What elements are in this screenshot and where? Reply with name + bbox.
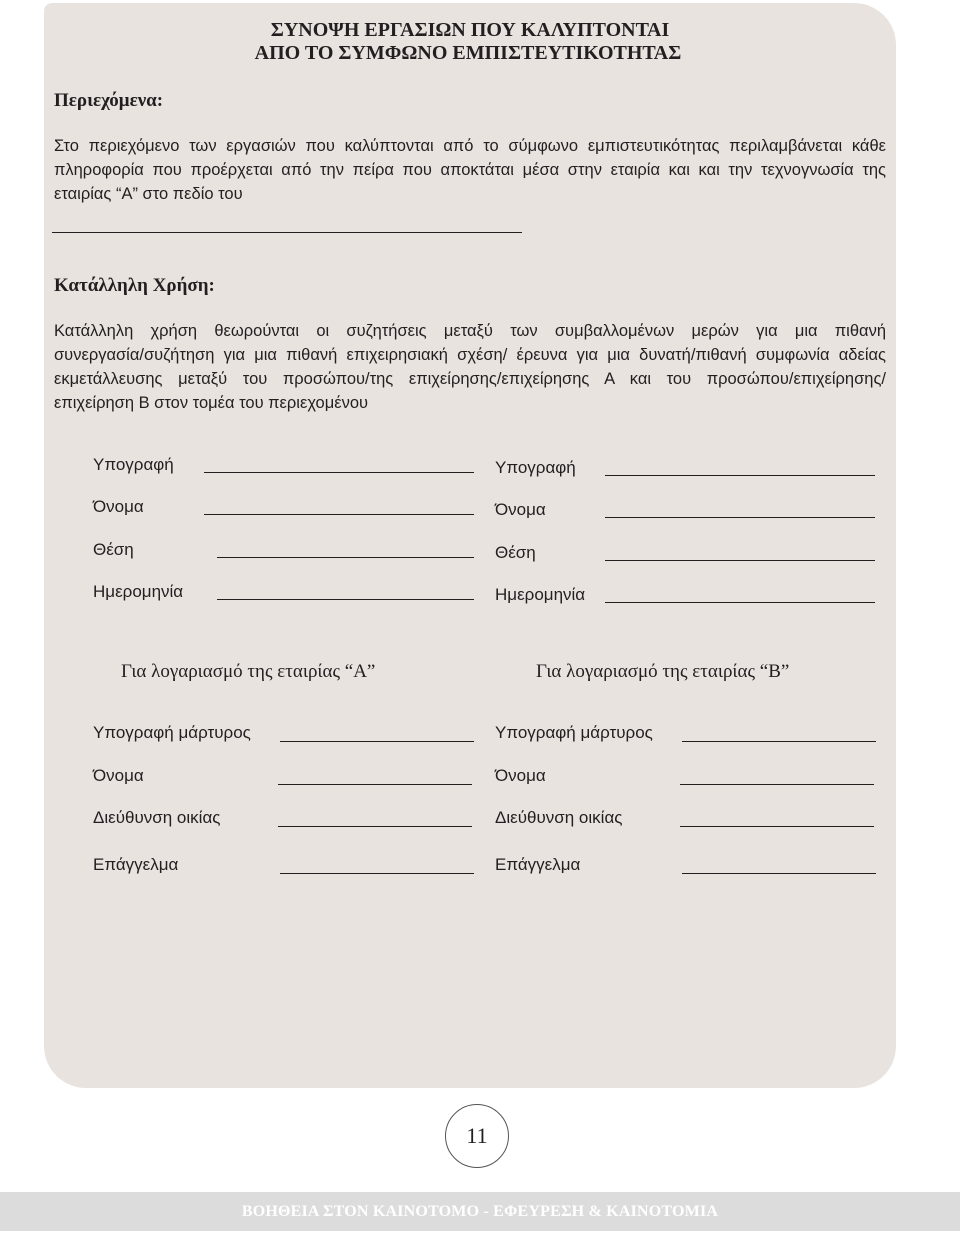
- appropriate-use-line: εκμετάλλευσης μεταξύ του προσώπου/της επιχείρησης/επιχείρησης Α και του προσώπου/επιχείρησης/: [54, 370, 886, 388]
- witness-name-label-b: Όνομα: [495, 766, 546, 785]
- position-line-b[interactable]: [605, 560, 875, 561]
- witness-address-line-b[interactable]: [680, 826, 874, 827]
- appropriate-use-paragraph: [54, 319, 886, 415]
- date-line-b[interactable]: [605, 602, 875, 603]
- witness-address-line-a[interactable]: [278, 826, 472, 827]
- appropriate-use-line: επιχείρηση Β στον τομέα του περιεχομένου: [54, 394, 369, 412]
- document-title-line1: ΣΥΝΟΨΗ ΕΡΓΑΣΙΩΝ ΠΟΥ ΚΑΛΥΠΤΟΝΤΑΙ: [270, 19, 670, 41]
- witness-occupation-line-b[interactable]: [682, 873, 876, 874]
- witness-occupation-label-b: Επάγγελμα: [495, 855, 581, 874]
- witness-name-label-a: Όνομα: [93, 766, 144, 785]
- name-line-a[interactable]: [204, 514, 474, 515]
- contents-heading: Περιεχόμενα:: [54, 90, 164, 111]
- date-line-a[interactable]: [217, 599, 474, 600]
- appropriate-use-line: Κατάλληλη χρήση θεωρούνται οι συζητήσεις μεταξύ των συμβαλλομένων μερών για μια πιθανή: [54, 322, 886, 340]
- position-label-a: Θέση: [93, 540, 134, 559]
- appropriate-use-line: συνεργασία/συζήτηση για μια πιθανή επιχειρησιακή σχέση/ έρευνα για μια δυνατή/πιθανή συμφωνία αδείας: [54, 346, 886, 364]
- contents-paragraph: [54, 134, 886, 206]
- contents-line: Στο περιεχόμενο των εργασιών που καλύπτονται από το σύμφωνο εμπιστευτικότητας περιλαμβάνεται κάθε: [54, 137, 886, 155]
- witness-address-label-b: Διεύθυνση οικίας: [495, 808, 623, 827]
- position-label-b: Θέση: [495, 543, 536, 562]
- footer-banner: ΒΟΗΘΕΙΑ ΣΤΟΝ ΚΑΙΝΟΤΟΜΟ - ΕΦΕΥΡΕΣΗ & ΚΑΙΝΟΤΟΜΙΑ: [0, 1192, 960, 1231]
- appropriate-use-heading: Κατάλληλη Χρήση:: [54, 275, 215, 296]
- signature-line-a[interactable]: [204, 472, 474, 473]
- witness-name-line-a[interactable]: [278, 784, 472, 785]
- on-behalf-company-b: Για λογαριασμό της εταιρίας “Β”: [536, 661, 790, 682]
- witness-occupation-label-a: Επάγγελμα: [93, 855, 179, 874]
- field-blank-line[interactable]: [52, 232, 522, 233]
- name-label-a: Όνομα: [93, 497, 144, 516]
- date-label-b: Ημερομηνία: [495, 585, 586, 604]
- witness-signature-label-b: Υπογραφή μάρτυρος: [495, 723, 653, 742]
- witness-signature-label-a: Υπογραφή μάρτυρος: [93, 723, 251, 742]
- signature-label-a: Υπογραφή: [93, 455, 174, 474]
- witness-signature-line-b[interactable]: [682, 741, 876, 742]
- contents-line: πληροφορία που προέρχεται από την πείρα που αποκτάται μέσα στην εταιρία και και την τεχνογνωσία της: [54, 161, 886, 179]
- page-number: 11: [445, 1104, 509, 1168]
- witness-address-label-a: Διεύθυνση οικίας: [93, 808, 221, 827]
- signature-label-b: Υπογραφή: [495, 458, 576, 477]
- witness-signature-line-a[interactable]: [280, 741, 474, 742]
- position-line-a[interactable]: [217, 557, 474, 558]
- name-line-b[interactable]: [605, 517, 875, 518]
- name-label-b: Όνομα: [495, 500, 546, 519]
- contents-line: εταιρίας “Α” στο πεδίο του: [54, 185, 243, 203]
- witness-name-line-b[interactable]: [680, 784, 874, 785]
- on-behalf-company-a: Για λογαριασμό της εταιρίας “Α”: [121, 661, 376, 682]
- witness-occupation-line-a[interactable]: [280, 873, 474, 874]
- signature-line-b[interactable]: [605, 475, 875, 476]
- document-title-line2: ΑΠΟ ΤΟ ΣΥΜΦΩΝΟ ΕΜΠΙΣΤΕΥΤΙΚΟΤΗΤΑΣ: [254, 42, 682, 64]
- date-label-a: Ημερομηνία: [93, 582, 184, 601]
